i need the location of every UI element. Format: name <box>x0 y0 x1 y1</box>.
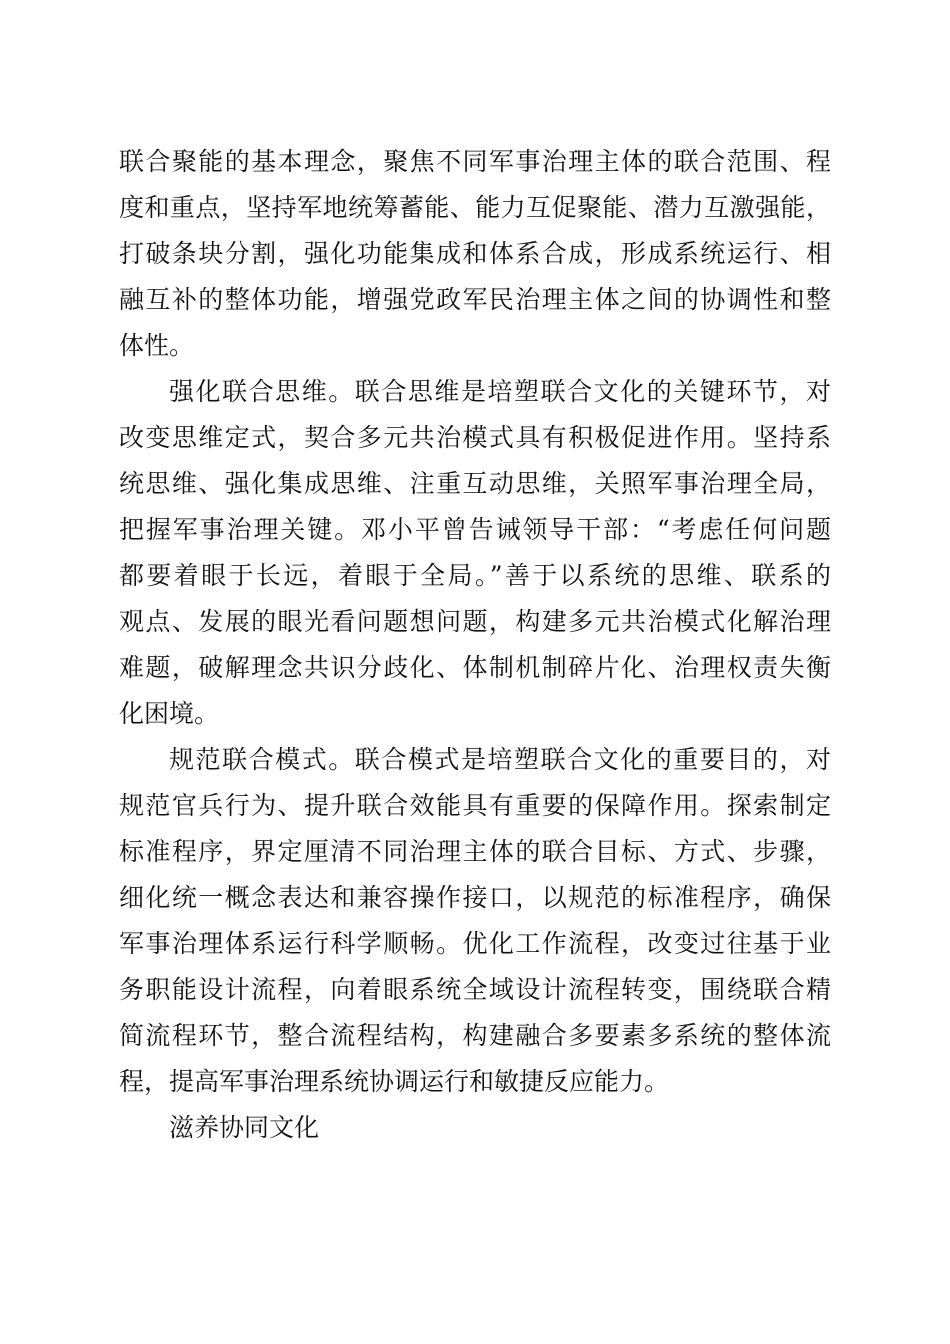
text-line: 度和重点，坚持军地统筹蓄能、能力互促聚能、潜力互激强能， <box>119 193 831 222</box>
text-line: 务职能设计流程，向着眼系统全域设计流程转变，围绕联合精 <box>119 975 831 1004</box>
text-line: 打破条块分割，强化功能集成和体系合成，形成系统运行、相 <box>119 239 831 268</box>
paragraph-first-line: 强化联合思维。联合思维是培塑联合文化的关键环节，对 <box>169 377 831 406</box>
text-line: 观点、发展的眼光看问题想问题，构建多元共治模式化解治理 <box>119 607 831 636</box>
text-line: 规范官兵行为、提升联合效能具有重要的保障作用。探索制定 <box>119 791 831 820</box>
text-line: 改变思维定式，契合多元共治模式具有积极促进作用。坚持系 <box>119 423 831 452</box>
text-line: 军事治理体系运行科学顺畅。优化工作流程，改变过往基于业 <box>119 929 831 958</box>
text-line: 融互补的整体功能，增强党政军民治理主体之间的协调性和整 <box>119 285 831 314</box>
text-line: 都要着眼于长远，着眼于全局。”善于以系统的思维、联系的 <box>119 561 831 590</box>
text-line: 化困境。 <box>119 699 220 728</box>
text-line: 联合聚能的基本理念，聚焦不同军事治理主体的联合范围、程 <box>119 147 831 176</box>
text-line: 统思维、强化集成思维、注重互动思维，关照军事治理全局， <box>119 469 831 498</box>
text-line: 标准程序，界定厘清不同治理主体的联合目标、方式、步骤， <box>119 837 831 866</box>
text-line: 把握军事治理关键。邓小平曾告诫领导干部：“考虑任何问题 <box>119 515 831 544</box>
paragraph-first-line: 规范联合模式。联合模式是培塑联合文化的重要目的，对 <box>169 745 831 774</box>
text-line: 细化统一概念表达和兼容操作接口，以规范的标准程序，确保 <box>119 883 831 912</box>
text-line: 程，提高军事治理系统协调运行和敏捷反应能力。 <box>119 1067 670 1096</box>
section-heading: 滋养协同文化 <box>169 1113 320 1142</box>
text-line: 体性。 <box>119 331 195 360</box>
text-line: 简流程环节，整合流程结构，构建融合多要素多系统的整体流 <box>119 1021 831 1050</box>
text-line: 难题，破解理念共识分歧化、体制机制碎片化、治理权责失衡 <box>119 653 831 682</box>
